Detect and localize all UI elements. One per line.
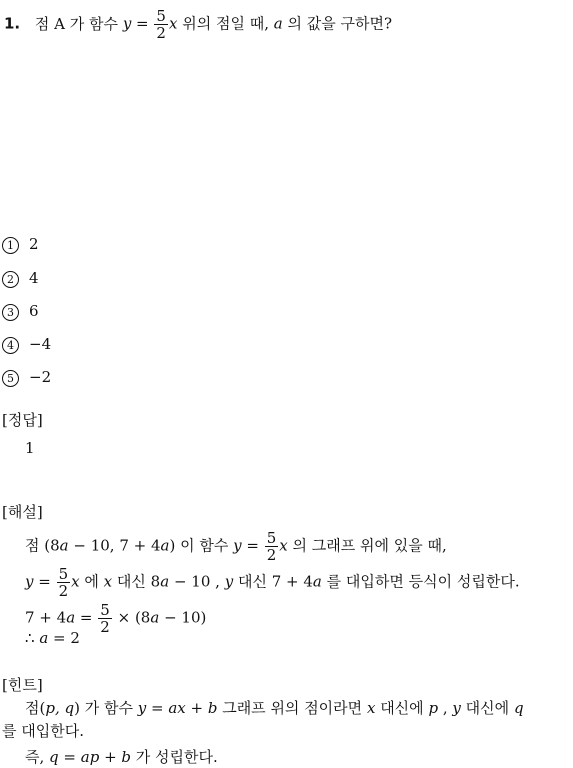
hint-line-3 <box>25 747 218 767</box>
choice-value: 4 <box>29 269 39 287</box>
sol3-e: a <box>150 608 160 627</box>
choice-value: 6 <box>29 302 39 320</box>
sol1-fraction <box>265 530 279 563</box>
question-text-end: 의 값을 구하면? <box>287 14 393 33</box>
sol2-c: 에 <box>84 572 99 591</box>
sol3-a: 7 + 4 <box>25 608 67 627</box>
choice-marker: 5 <box>2 370 19 387</box>
hint1-l: q <box>513 699 524 717</box>
choice-marker: 3 <box>2 304 19 321</box>
hint1-f: x <box>366 699 376 717</box>
sol2-j: a <box>312 572 322 591</box>
sol3-d: × (8 <box>117 608 151 627</box>
sol3-fraction <box>98 602 112 635</box>
sol2-b: x <box>71 572 80 591</box>
sol2-i: 대신 7 + 4 <box>237 572 313 591</box>
sol1-h: 의 그래프 위에 있을 때, <box>292 536 447 555</box>
answer-label: [정답] <box>2 411 43 429</box>
sol3-frac-den: 2 <box>100 618 110 636</box>
hint1-e: 그래프 위의 점이라면 <box>222 699 363 717</box>
question-eq-lhs: y = <box>122 14 149 33</box>
sol4-a: ∴ <box>25 629 35 647</box>
sol2-g: − 10 , <box>169 572 220 591</box>
hint1-c: ) 가 함수 <box>74 699 133 717</box>
sol2-frac-den: 2 <box>58 582 69 600</box>
sol4-c: = 2 <box>48 629 80 647</box>
sol1-frac-num: 5 <box>266 529 277 547</box>
sol3-frac-num: 5 <box>100 601 110 619</box>
question-number: 1. <box>4 14 21 33</box>
choice-marker: 4 <box>2 337 19 354</box>
hint-label: [힌트] <box>2 676 43 694</box>
sol2-e: 대신 8 <box>116 572 161 591</box>
solution-label: [해설] <box>2 503 43 521</box>
sol2-fraction <box>57 566 71 599</box>
sol2-h: y <box>224 572 234 591</box>
answer-value: 1 <box>25 439 35 457</box>
sol1-frac-den: 2 <box>266 546 277 564</box>
sol4-b: a <box>39 629 49 647</box>
sol1-a: 점 (8 <box>25 536 60 555</box>
choice-4[interactable] <box>2 334 51 354</box>
hint1-h: p <box>428 699 439 717</box>
choice-value: 2 <box>29 235 39 253</box>
solution-line-1 <box>25 530 447 563</box>
question-eq-tail: x <box>168 14 178 33</box>
hint1-b: p, q <box>45 699 75 717</box>
solution-line-4 <box>25 628 80 648</box>
choice-marker: 1 <box>2 237 19 254</box>
sol2-d: x <box>103 572 113 591</box>
question-fraction <box>154 8 168 41</box>
sol3-f: − 10) <box>159 608 207 627</box>
sol2-k: 를 대입하면 등식이 성립한다. <box>321 572 520 591</box>
choice-value: −4 <box>29 335 52 353</box>
sol2-a: y = <box>25 572 51 591</box>
hint3-c: 가 성립한다. <box>135 748 218 766</box>
hint-line-2: 를 대입한다. <box>2 722 84 740</box>
hint1-d: y = ax + b <box>137 699 218 717</box>
sol2-frac-num: 5 <box>58 565 69 583</box>
question-frac-num: 5 <box>156 7 166 25</box>
hint3-b: q = ap + b <box>49 748 132 766</box>
sol1-g: x <box>279 536 288 555</box>
hint1-g: 대신에 <box>380 699 424 717</box>
hint1-i: , <box>442 699 448 717</box>
choice-1[interactable] <box>2 234 39 254</box>
question-text-before: 점 A 가 함수 <box>34 14 119 33</box>
solution-line-2 <box>25 566 520 599</box>
choice-marker: 2 <box>2 271 19 288</box>
choice-3[interactable] <box>2 301 39 321</box>
hint3-a: 즉, <box>25 748 45 766</box>
question-line <box>4 8 392 41</box>
hint1-j: y <box>452 699 461 717</box>
choice-5[interactable] <box>2 367 51 387</box>
sol3-b: a <box>66 608 76 627</box>
sol1-c: − 10, 7 + 4 <box>68 536 161 555</box>
choice-2[interactable] <box>2 268 39 288</box>
sol1-e: ) 이 함수 <box>169 536 229 555</box>
sol3-c: = <box>75 608 93 627</box>
question-frac-den: 2 <box>156 24 166 42</box>
hint1-k: 대신에 <box>465 699 510 717</box>
question-text-after: 위의 점일 때, <box>182 14 269 33</box>
sol1-d: a <box>160 536 170 555</box>
sol2-f: a <box>160 572 170 591</box>
sol1-b: a <box>59 536 69 555</box>
choice-value: −2 <box>29 368 52 386</box>
hint-line-1 <box>25 698 524 718</box>
question-var: a <box>273 14 283 33</box>
hint1-a: 점( <box>25 699 46 717</box>
sol1-f: y = <box>233 536 259 555</box>
